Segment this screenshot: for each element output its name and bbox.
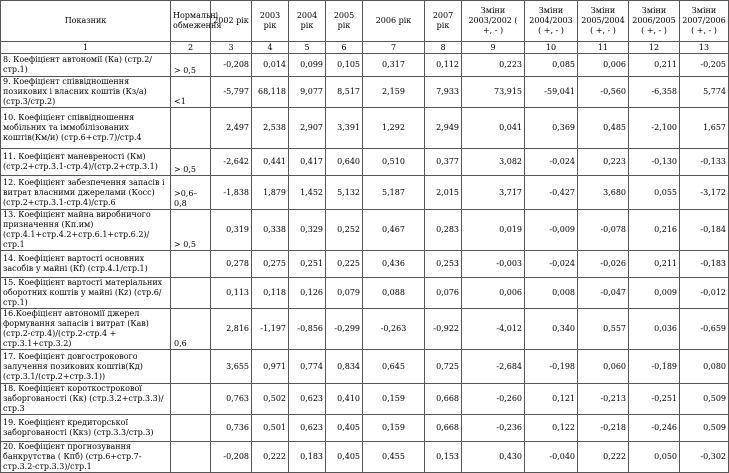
value-cell: 0,113 [211, 278, 252, 309]
value-cell: 1,452 [289, 176, 326, 210]
value-cell: -0,012 [680, 278, 729, 309]
value-cell: 0,502 [252, 384, 289, 415]
value-cell: 0,122 [525, 415, 578, 442]
value-cell: 0,640 [326, 149, 363, 176]
column-header: Зміни 2004/2003 ( +, - ) [525, 1, 578, 42]
column-header: 2006 рік [363, 1, 425, 42]
column-header: Зміни 2003/2002 ( +, - ) [462, 1, 525, 42]
value-cell: 0,079 [326, 278, 363, 309]
value-cell: -0,251 [629, 384, 680, 415]
value-cell: 0,278 [211, 251, 252, 278]
indicator-cell: 20. Коефіцієнт прогнозування банкрутства ( Кпб) (стр.6+стр.7-стр.3.2-стр.3.3)/стр.1 [1, 442, 171, 473]
table-row [1, 415, 729, 442]
value-cell: 0,329 [289, 210, 326, 251]
value-cell: -0,263 [363, 309, 425, 350]
table-row [1, 108, 729, 149]
value-cell: -0,184 [680, 210, 729, 251]
value-cell: 2,816 [211, 309, 252, 350]
indicator-cell: 18. Коефіцієнт короткострокової заборгованості (Кк) (стр.3.2+стр.3.3)/стр.3 [1, 384, 171, 415]
indicator-cell: 9. Коефіцієнт співвідношення позикових і власних коштів (Кз/а) (стр.3/стр.2) [1, 77, 171, 108]
column-number: 11 [578, 42, 629, 54]
value-cell: 0,118 [252, 278, 289, 309]
value-cell: 0,223 [578, 149, 629, 176]
value-cell: 0,441 [252, 149, 289, 176]
value-cell: 8,517 [326, 77, 363, 108]
value-cell: 0,019 [462, 210, 525, 251]
value-cell: 3,680 [578, 176, 629, 210]
value-cell: 9,077 [289, 77, 326, 108]
value-cell: -1,838 [211, 176, 252, 210]
value-cell: 3,717 [462, 176, 525, 210]
value-cell: 2,538 [252, 108, 289, 149]
norm-cell: > 0,5 [171, 210, 211, 251]
value-cell: 2,949 [425, 108, 462, 149]
value-cell: 0,509 [680, 384, 729, 415]
value-cell: 2,015 [425, 176, 462, 210]
value-cell: 0,159 [363, 384, 425, 415]
value-cell: 2,907 [289, 108, 326, 149]
norm-cell: > 0,5 [171, 149, 211, 176]
value-cell: -0,246 [629, 415, 680, 442]
value-cell: -0,302 [680, 442, 729, 473]
value-cell: -0,040 [525, 442, 578, 473]
value-cell: 0,736 [211, 415, 252, 442]
value-cell: 0,006 [462, 278, 525, 309]
value-cell: -0,427 [525, 176, 578, 210]
indicator-cell: 15. Коефіцієнт вартості матеріальних оборотних коштів у майні (Кz) (стр.6/стр.1) [1, 278, 171, 309]
value-cell: 0,763 [211, 384, 252, 415]
value-cell: 0,317 [363, 54, 425, 77]
value-cell: 7,933 [425, 77, 462, 108]
value-cell: 0,668 [425, 415, 462, 442]
indicator-cell: 10. Коефіцієнт співвідношення мобільних та іммобілізованих коштів(Км/и) (стр.6+стр.7)/стр.4 [1, 108, 171, 149]
norm-cell: > 0,5 [171, 54, 211, 77]
value-cell: 1,879 [252, 176, 289, 210]
column-header: Зміни 2006/2005 ( +, - ) [629, 1, 680, 42]
value-cell: 0,725 [425, 350, 462, 384]
value-cell: 0,369 [525, 108, 578, 149]
column-header: Зміни 2005/2004 ( +, - ) [578, 1, 629, 42]
column-header: 2003 рік [252, 1, 289, 42]
table-row [1, 384, 729, 415]
value-cell: -0,208 [211, 442, 252, 473]
value-cell: 0,834 [326, 350, 363, 384]
table-row [1, 278, 729, 309]
value-cell: 0,405 [326, 415, 363, 442]
column-header: 2002 рік [211, 1, 252, 42]
column-number: 8 [425, 42, 462, 54]
value-cell: 0,417 [289, 149, 326, 176]
value-cell: 0,510 [363, 149, 425, 176]
column-header: Нормальні обмеження [171, 1, 211, 42]
value-cell: 5,774 [680, 77, 729, 108]
value-cell: -0,205 [680, 54, 729, 77]
table-row [1, 210, 729, 251]
value-cell: 0,623 [289, 384, 326, 415]
column-header: 2007 рік [425, 1, 462, 42]
value-cell: 0,405 [326, 442, 363, 473]
indicator-cell: 19. Коефіцієнт кредиторської заборгованості (Ккз) (стр.3.3/стр.3) [1, 415, 171, 442]
value-cell: 68,118 [252, 77, 289, 108]
value-cell: 2,497 [211, 108, 252, 149]
table-row [1, 54, 729, 77]
value-cell: 0,485 [578, 108, 629, 149]
table-row [1, 350, 729, 384]
value-cell: -0,183 [680, 251, 729, 278]
column-number: 12 [629, 42, 680, 54]
value-cell: -6,358 [629, 77, 680, 108]
indicator-cell: 12. Коефіцієнт забезпечення запасів і витрат власними джерелами (Косс) (стр.2+стр.3.1-стр.4)/стр.6 [1, 176, 171, 210]
column-number: 7 [363, 42, 425, 54]
value-cell: 0,099 [289, 54, 326, 77]
value-cell: -1,197 [252, 309, 289, 350]
norm-cell: 0,6 [171, 309, 211, 350]
value-cell: 5,132 [326, 176, 363, 210]
value-cell: -0,236 [462, 415, 525, 442]
indicator-cell: 17. Коефіцієнт довгострокового залучення позикових коштів(Кд) (стр.3.1/(стр.2+стр.3.1)) [1, 350, 171, 384]
value-cell: 5,187 [363, 176, 425, 210]
value-cell: -0,260 [462, 384, 525, 415]
value-cell: 0,222 [252, 442, 289, 473]
value-cell: 3,655 [211, 350, 252, 384]
norm-cell [171, 251, 211, 278]
value-cell: 0,183 [289, 442, 326, 473]
value-cell: -0,922 [425, 309, 462, 350]
value-cell: 0,105 [326, 54, 363, 77]
value-cell: 0,668 [425, 384, 462, 415]
norm-cell [171, 384, 211, 415]
value-cell: 0,319 [211, 210, 252, 251]
column-header: 2004 рік [289, 1, 326, 42]
value-cell: -2,100 [629, 108, 680, 149]
norm-cell [171, 442, 211, 473]
value-cell: -0,078 [578, 210, 629, 251]
value-cell: 0,126 [289, 278, 326, 309]
value-cell: 0,088 [363, 278, 425, 309]
table-row [1, 77, 729, 108]
value-cell: 0,085 [525, 54, 578, 77]
value-cell: 0,645 [363, 350, 425, 384]
value-cell: 0,060 [578, 350, 629, 384]
value-cell: 0,036 [629, 309, 680, 350]
value-cell: 0,055 [629, 176, 680, 210]
value-cell: 2,159 [363, 77, 425, 108]
table-row [1, 442, 729, 473]
norm-cell [171, 278, 211, 309]
value-cell: -0,659 [680, 309, 729, 350]
value-cell: -5,797 [211, 77, 252, 108]
value-cell: 0,283 [425, 210, 462, 251]
value-cell: 0,006 [578, 54, 629, 77]
value-cell: -0,024 [525, 149, 578, 176]
column-number-row [1, 42, 729, 54]
column-number: 13 [680, 42, 729, 54]
value-cell: 3,082 [462, 149, 525, 176]
value-cell: -0,133 [680, 149, 729, 176]
column-number: 2 [171, 42, 211, 54]
norm-cell: >0,6–0,8 [171, 176, 211, 210]
value-cell: 0,009 [629, 278, 680, 309]
value-cell: -0,299 [326, 309, 363, 350]
value-cell: 0,225 [326, 251, 363, 278]
value-cell: 0,080 [680, 350, 729, 384]
indicator-cell: 8. Коефіцієнт автономії (Ка) (стр.2/стр.1) [1, 54, 171, 77]
value-cell: 0,050 [629, 442, 680, 473]
value-cell: 0,112 [425, 54, 462, 77]
value-cell: 0,222 [578, 442, 629, 473]
value-cell: 0,971 [252, 350, 289, 384]
value-cell: -0,560 [578, 77, 629, 108]
value-cell: 0,121 [525, 384, 578, 415]
header-row [1, 1, 729, 42]
table-body [1, 54, 729, 473]
value-cell: 0,467 [363, 210, 425, 251]
value-cell: -0,189 [629, 350, 680, 384]
value-cell: 0,774 [289, 350, 326, 384]
column-number: 3 [211, 42, 252, 54]
value-cell: 3,391 [326, 108, 363, 149]
value-cell: 1,292 [363, 108, 425, 149]
indicator-cell: 16.Коефіцієнт автономії джерел формування запасів і витрат (Кав) (стр.2-стр.4)/(стр.2-стр.4 + стр.3.1+стр.3.2) [1, 309, 171, 350]
value-cell: -0,024 [525, 251, 578, 278]
value-cell: 0,340 [525, 309, 578, 350]
value-cell: -0,009 [525, 210, 578, 251]
indicator-cell: 14. Коефіцієнт вартості основних засобів у майні (Кf) (стр.4.1/стр.1) [1, 251, 171, 278]
norm-cell: <1 [171, 77, 211, 108]
value-cell: 0,008 [525, 278, 578, 309]
value-cell: -0,208 [211, 54, 252, 77]
value-cell: 0,211 [629, 251, 680, 278]
value-cell: 0,211 [629, 54, 680, 77]
value-cell: -0,026 [578, 251, 629, 278]
value-cell: 0,041 [462, 108, 525, 149]
column-header: Показник [1, 1, 171, 42]
value-cell: -0,856 [289, 309, 326, 350]
indicator-cell: 11. Коефіцієнт маневреності (Км) (стр.2+стр.3.1-стр.4)/(стр.2+стр.3.1) [1, 149, 171, 176]
norm-cell [171, 415, 211, 442]
table-row [1, 309, 729, 350]
column-header: Зміни 2007/2006 ( +, - ) [680, 1, 729, 42]
value-cell: 0,377 [425, 149, 462, 176]
value-cell: 0,501 [252, 415, 289, 442]
value-cell: 0,410 [326, 384, 363, 415]
value-cell: 0,509 [680, 415, 729, 442]
value-cell: -0,198 [525, 350, 578, 384]
value-cell: 0,253 [425, 251, 462, 278]
column-number: 10 [525, 42, 578, 54]
indicator-cell: 13. Коефіцієнт майна виробничого призначення (Кп.им) (стр.4.1+стр.4.2+стр.6.1+стр.6.2)/стр.1 [1, 210, 171, 251]
value-cell: 0,338 [252, 210, 289, 251]
value-cell: 0,216 [629, 210, 680, 251]
table-row [1, 251, 729, 278]
value-cell: -0,213 [578, 384, 629, 415]
column-number: 4 [252, 42, 289, 54]
value-cell: 0,251 [289, 251, 326, 278]
value-cell: 73,915 [462, 77, 525, 108]
value-cell: -2,684 [462, 350, 525, 384]
table-row [1, 176, 729, 210]
column-number: 1 [1, 42, 171, 54]
value-cell: 0,252 [326, 210, 363, 251]
column-header: 2005 рік [326, 1, 363, 42]
value-cell: -0,047 [578, 278, 629, 309]
value-cell: 0,436 [363, 251, 425, 278]
value-cell: 0,159 [363, 415, 425, 442]
column-number: 6 [326, 42, 363, 54]
value-cell: -0,218 [578, 415, 629, 442]
table-row [1, 149, 729, 176]
value-cell: 0,223 [462, 54, 525, 77]
column-number: 9 [462, 42, 525, 54]
value-cell: -4,012 [462, 309, 525, 350]
value-cell: 0,275 [252, 251, 289, 278]
value-cell: -59,041 [525, 77, 578, 108]
value-cell: 0,076 [425, 278, 462, 309]
column-number: 5 [289, 42, 326, 54]
norm-cell [171, 350, 211, 384]
value-cell: 0,623 [289, 415, 326, 442]
value-cell: 0,153 [425, 442, 462, 473]
value-cell: 0,430 [462, 442, 525, 473]
value-cell: -0,130 [629, 149, 680, 176]
value-cell: -3,172 [680, 176, 729, 210]
value-cell: -2,642 [211, 149, 252, 176]
value-cell: 1,657 [680, 108, 729, 149]
value-cell: 0,455 [363, 442, 425, 473]
value-cell: -0,003 [462, 251, 525, 278]
value-cell: 0,014 [252, 54, 289, 77]
norm-cell [171, 108, 211, 149]
value-cell: 0,557 [578, 309, 629, 350]
